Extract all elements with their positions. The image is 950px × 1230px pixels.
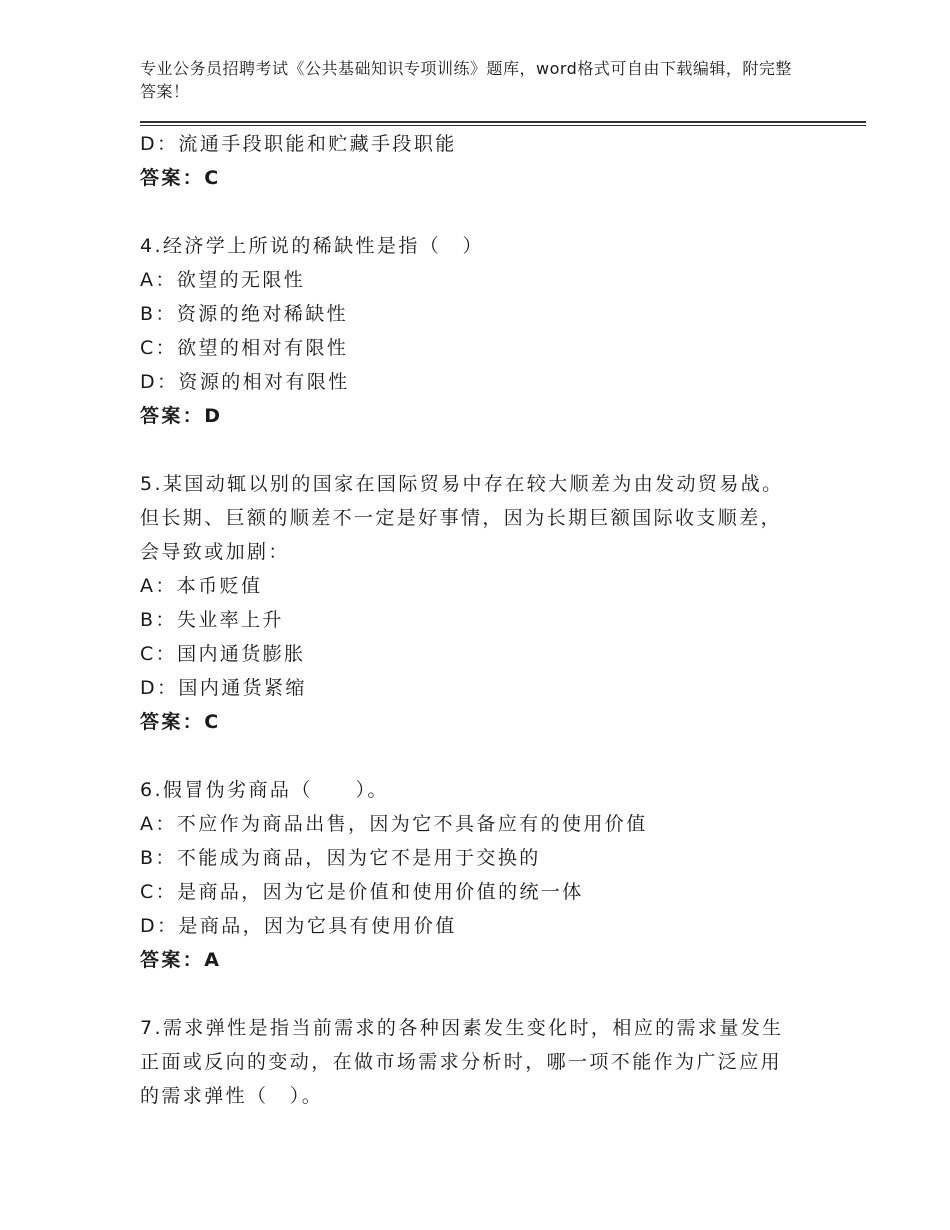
option-b: B：资源的绝对稀缺性 xyxy=(140,303,349,325)
question-text: 6.假冒伪劣商品（ ）。 xyxy=(140,779,389,801)
answer: 答案：D xyxy=(140,405,223,427)
option-b: B：不能成为商品，因为它不是用于交换的 xyxy=(140,847,541,869)
question-text-line: 会导致或加剧： xyxy=(140,541,290,563)
answer: 答案：A xyxy=(140,949,222,971)
document-header: 专业公务员招聘考试《公共基础知识专项训练》题库，word格式可自由下载编辑，附完整答案！ xyxy=(140,59,792,101)
option-c: C：欲望的相对有限性 xyxy=(140,337,349,359)
answer: 答案：C xyxy=(140,711,221,733)
question-7 xyxy=(140,1011,820,1113)
question-4 xyxy=(140,229,820,433)
spacer xyxy=(140,739,820,773)
header-rule-thick xyxy=(140,121,866,123)
answer: 答案：C xyxy=(140,167,221,189)
question-text-line: 正面或反向的变动，在做市场需求分析时，哪一项不能作为广泛应用 xyxy=(140,1051,783,1073)
question-text-line: 7.需求弹性是指当前需求的各种因素发生变化时，相应的需求量发生 xyxy=(140,1017,784,1039)
option-a: A：本币贬值 xyxy=(140,575,263,597)
question-list xyxy=(140,127,820,1113)
question-text: 4.经济学上所说的稀缺性是指（ ） xyxy=(140,235,484,257)
option-c: C：国内通货膨胀 xyxy=(140,643,306,665)
question-text-line: 但长期、巨额的顺差不一定是好事情，因为长期巨额国际收支顺差， xyxy=(140,507,783,529)
question-text-line: 的需求弹性（ ）。 xyxy=(140,1085,324,1107)
option-d: D：是商品，因为它具有使用价值 xyxy=(140,915,457,937)
spacer xyxy=(140,977,820,1011)
option-b: B：失业率上升 xyxy=(140,609,284,631)
question-6 xyxy=(140,773,820,977)
option-a: A：不应作为商品出售，因为它不具备应有的使用价值 xyxy=(140,813,648,835)
option-d: D：资源的相对有限性 xyxy=(140,371,350,393)
header-rule-thin xyxy=(140,125,866,126)
option-a: A：欲望的无限性 xyxy=(140,269,306,291)
option-d: D：流通手段职能和贮藏手段职能 xyxy=(140,133,457,155)
question-5 xyxy=(140,467,820,739)
question-3-remainder xyxy=(140,127,820,195)
spacer xyxy=(140,433,820,467)
option-d: D：国内通货紧缩 xyxy=(140,677,307,699)
question-text-line: 5.某国动辄以别的国家在国际贸易中存在较大顺差为由发动贸易战。 xyxy=(140,473,784,495)
spacer xyxy=(140,195,820,229)
option-c: C：是商品，因为它是价值和使用价值的统一体 xyxy=(140,881,584,903)
